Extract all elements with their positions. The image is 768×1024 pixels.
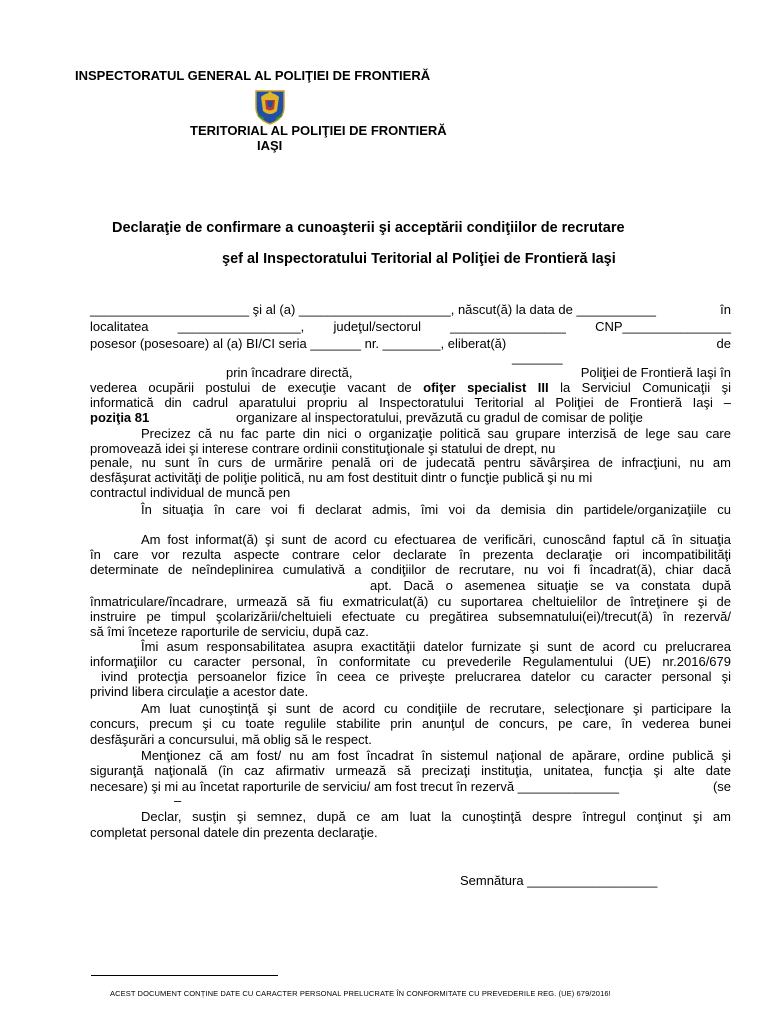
text-span: prin încadrare directă, bbox=[226, 365, 353, 380]
text-span: la Serviciul Comunicaţii şi bbox=[548, 380, 731, 395]
text-line: Îmi asum responsabilitatea asupra exactităţii datelor furnizate şi sunt de acord cu prelucrarea bbox=[141, 639, 731, 654]
text-line: localitatea _________________, judeţul/sectorul ________________ CNP_______________ bbox=[90, 319, 731, 334]
text-line: înmatriculare/încadrare, urmează să fiu exmatriculat(ă) cu suportarea cheltuielilor de întreţinere şi de bbox=[90, 594, 731, 609]
text-line: în care vor rezulta aspecte contrare celor declarate în prezenta declaraţie ori incompatibilităţi bbox=[90, 547, 731, 562]
text-span: organizare al inspectoratului, prevăzută cu gradul de comisar de poliţie bbox=[236, 410, 643, 425]
text-line: apt. Dacă o asemenea situaţie se va constata după bbox=[370, 578, 731, 593]
text-line: determinate de neîndeplinirea cumulativă a condiţiilor de recrutare, nu voi fi încadrat(ă), chiar dacă bbox=[90, 562, 731, 577]
org-name: INSPECTORATUL GENERAL AL POLIŢIEI DE FRONTIERĂ bbox=[75, 68, 431, 83]
text-span: posesor (posesoare) al (a) BI/CI seria _______ nr. ________, eliberat(ă) bbox=[90, 336, 507, 351]
text-span: Poliţiei de Frontieră Iaşi în bbox=[580, 365, 731, 380]
signature-field[interactable]: Semnătura __________________ bbox=[460, 873, 658, 888]
text-line bbox=[90, 336, 731, 352]
text-line: promovează idei şi interese contrare ordinii constituţionale şi statului de drept, nu bbox=[90, 441, 556, 456]
text-line: _______ bbox=[512, 350, 563, 365]
text-line bbox=[90, 779, 731, 795]
text-line: informatică din cadrul aparatului propriu al Inspectoratului Teritorial al Poliţiei de Frontieră Iaşi – bbox=[90, 395, 731, 410]
text-line: Am fost informat(ă) şi sunt de acord cu efectuarea de verificări, cunoscând faptul că în situaţia bbox=[141, 532, 731, 547]
text-line: instruire pe timpul şcolarizării/cheltuieli efectuate cu pregătirea subsemnatului(ei)/trecut(ă) în rezervă/ bbox=[90, 609, 731, 624]
text-line: – bbox=[174, 793, 182, 808]
text-span: vederea ocupării postului de execuţie vacant de bbox=[90, 380, 424, 395]
document-subtitle: şef al Inspectoratului Teritorial al Poliţiei de Frontieră Iaşi bbox=[222, 251, 616, 267]
text-line: să îmi înceteze raporturile de serviciu, după caz. bbox=[90, 624, 369, 639]
coat-of-arms-icon bbox=[252, 85, 288, 125]
text-span: ofiţer specialist III bbox=[423, 380, 549, 395]
text-line bbox=[90, 410, 731, 426]
text-span: de bbox=[716, 336, 731, 351]
text-line: În situaţia în care voi fi declarat admis, îmi voi da demisia din partidele/organizaţiile cu bbox=[141, 502, 731, 517]
text-span: (se bbox=[712, 779, 731, 794]
text-line: Am luat cunoştinţă şi sunt de acord cu condiţiile de recrutare, selecţionare şi participare la bbox=[141, 701, 731, 716]
text-span: poziţia 81 bbox=[90, 410, 150, 425]
org-subtitle: TERITORIAL AL POLIŢIEI DE FRONTIERĂ bbox=[190, 123, 447, 138]
text-line: penale, nu sunt în curs de urmărire penală ori de judecată pentru săvârşirea de infracţiuni, nu am bbox=[90, 455, 731, 470]
text-line: contractul individual de muncă pen bbox=[90, 485, 291, 500]
text-line bbox=[90, 302, 731, 318]
text-line: completat personal datele din prezenta declaraţie. bbox=[90, 825, 378, 840]
text-span: ______________________ şi al (a) _____________________, născut(ă) la data de ___________ bbox=[90, 302, 657, 317]
text-line: privind libera circulaţie a acestor date. bbox=[90, 684, 309, 699]
text-line: informaţiilor cu caracter personal, în conformitate cu prevederile Regulamentului (UE) nr.2016/679 bbox=[90, 654, 731, 669]
document-title: Declaraţie de confirmare a cunoaşterii şi acceptării condiţiilor de recrutare bbox=[112, 220, 625, 236]
text-span: în bbox=[720, 302, 731, 317]
text-line: Menţionez că am fost/ nu am fost încadrat în sistemul naţional de apărare, ordine publică şi bbox=[141, 748, 731, 763]
text-span: necesare) şi mi au încetat raporturile de serviciu/ am fost trecut în rezervă ______________ bbox=[90, 779, 619, 794]
text-line: Declar, susţin şi semnez, după ce am luat la cunoştinţă despre întregul conţinut şi am bbox=[141, 809, 731, 824]
org-city: IAŞI bbox=[257, 138, 283, 153]
text-line: desfăşurări a concursului, mă oblig să le respect. bbox=[90, 732, 372, 747]
text-line bbox=[90, 380, 731, 396]
text-line: Precizez că nu fac parte din nici o organizaţie politică sau grupare interzisă de lege sau care bbox=[141, 426, 731, 441]
footnote-divider bbox=[91, 975, 278, 976]
text-line: desfăşurat activităţi de poliţie politică, nu am fost destituit dintr o funcţie publică şi nu mi bbox=[90, 470, 593, 485]
text-line: concurs, precum şi cu toate regulile stabilite prin anunţul de concurs, pe care, în vederea bunei bbox=[90, 716, 731, 731]
footer-notice: ACEST DOCUMENT CONȚINE DATE CU CARACTER PERSONAL PRELUCRATE ÎN CONFORMITATE CU PREVEDERILE REG. (UE) 679/2016! bbox=[110, 989, 611, 998]
text-line: ivind protecţia persoanelor fizice în ceea ce priveşte prelucrarea datelor cu caracter personal şi bbox=[101, 669, 731, 684]
text-line: siguranţă naţională (în caz afirmativ urmează să precizaţi instituţia, unitatea, funcţia şi alte date bbox=[90, 763, 731, 778]
